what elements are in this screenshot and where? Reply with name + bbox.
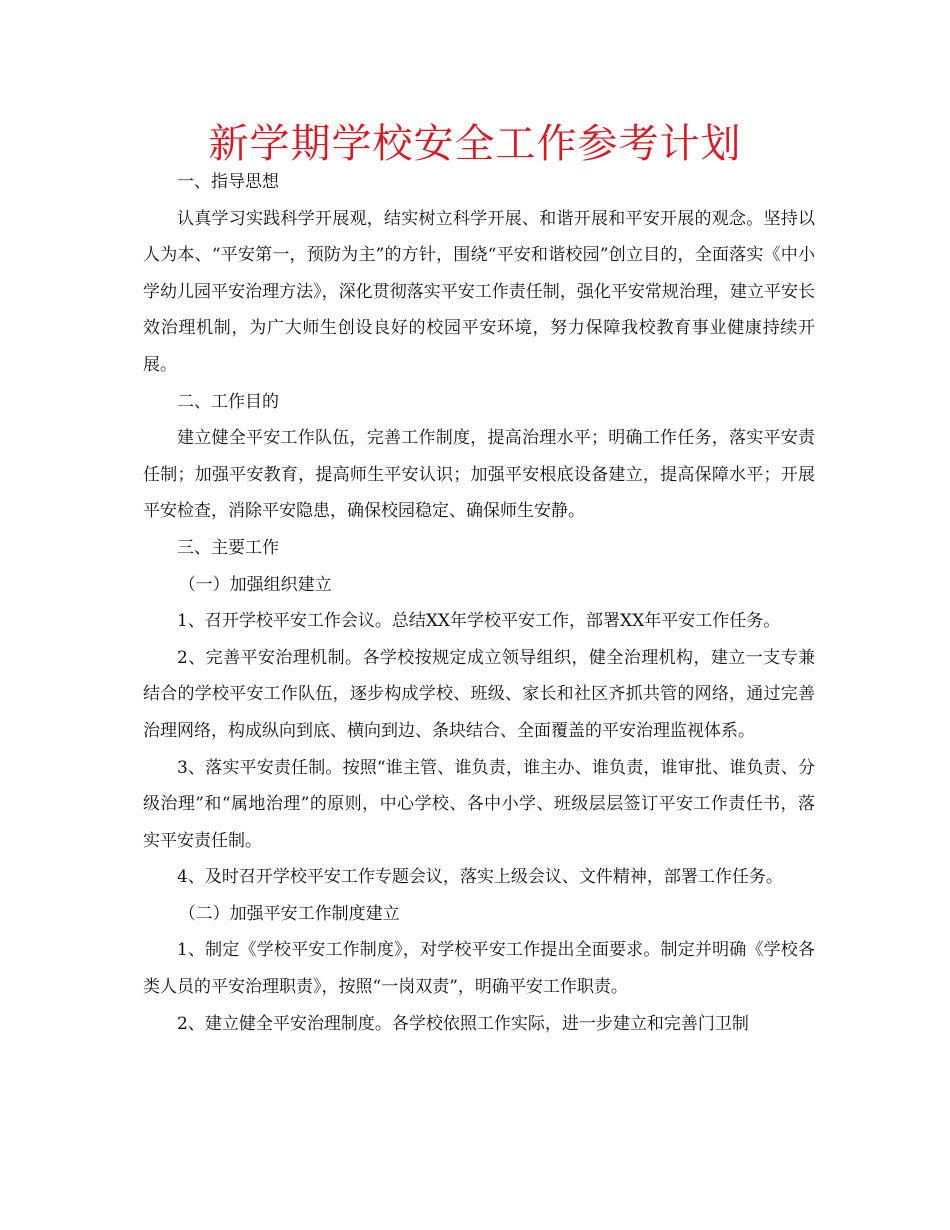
section-heading: 二、工作目的 <box>177 391 279 412</box>
subsection-heading: （一）加强组织建立 <box>178 574 332 595</box>
paragraph: 4、及时召开学校平安工作专题会议，落实上级会议、文件精神，部署工作任务。 <box>177 867 783 888</box>
paragraph: 2、完善平安治理机制。各学校按规定成立领导组织，健全治理机构，建立一支专兼结合的学校平安工作队伍，逐步构成学校、班级、家长和社区齐抓共管的网络，通过完善治理网络，构成纵向到底、横向到边、条块结合、全面覆盖的平安治理监视体系。 <box>143 647 815 741</box>
document-body <box>143 164 815 1042</box>
paragraph: 建立健全平安工作队伍，完善工作制度，提高治理水平；明确工作任务，落实平安责任制；加强平安教育，提高师生平安认识；加强平安根底设备建立，提高保障水平；开展平安检查，消除平安隐患，确保校园稳定、确保师生安静。 <box>143 428 815 522</box>
section-heading: 三、主要工作 <box>177 537 279 558</box>
paragraph: 认真学习实践科学开展观，结实树立科学开展、和谐开展和平安开展的观念。坚持以人为本、“平安第一，预防为主”的方针，围绕“平安和谐校园”创立目的，全面落实《中小学幼儿园平安治理方法》，深化贯彻落实平安工作责任制，强化平安常规治理，建立平安长效治理机制，为广大师生创设良好的校园平安环境，努力保障我校教育事业健康持续开展。 <box>143 208 815 375</box>
section-heading: 一、指导思想 <box>177 172 279 192</box>
paragraph: 1、制定《学校平安工作制度》，对学校平安工作提出全面要求。制定并明确《学校各类人员的平安治理职责》，按照“一岗双责”，明确平安工作职责。 <box>143 940 815 998</box>
subsection-heading: （二）加强平安工作制度建立 <box>178 903 400 924</box>
document-title: 新学期学校安全工作参考计划 <box>208 121 742 167</box>
paragraph: 2、建立健全平安治理制度。各学校依照工作实际，进一步建立和完善门卫制 <box>177 1013 749 1034</box>
paragraph: 3、落实平安责任制。按照“谁主管、谁负责，谁主办、谁负责，谁审批、谁负责、分级治理”和“属地治理”的原则，中心学校、各中小学、班级层层签订平安工作责任书，落实平安责任制。 <box>143 757 815 851</box>
paragraph: 1、召开学校平安工作会议。总结XX年学校平安工作，部署XX年平安工作任务。 <box>177 611 781 632</box>
